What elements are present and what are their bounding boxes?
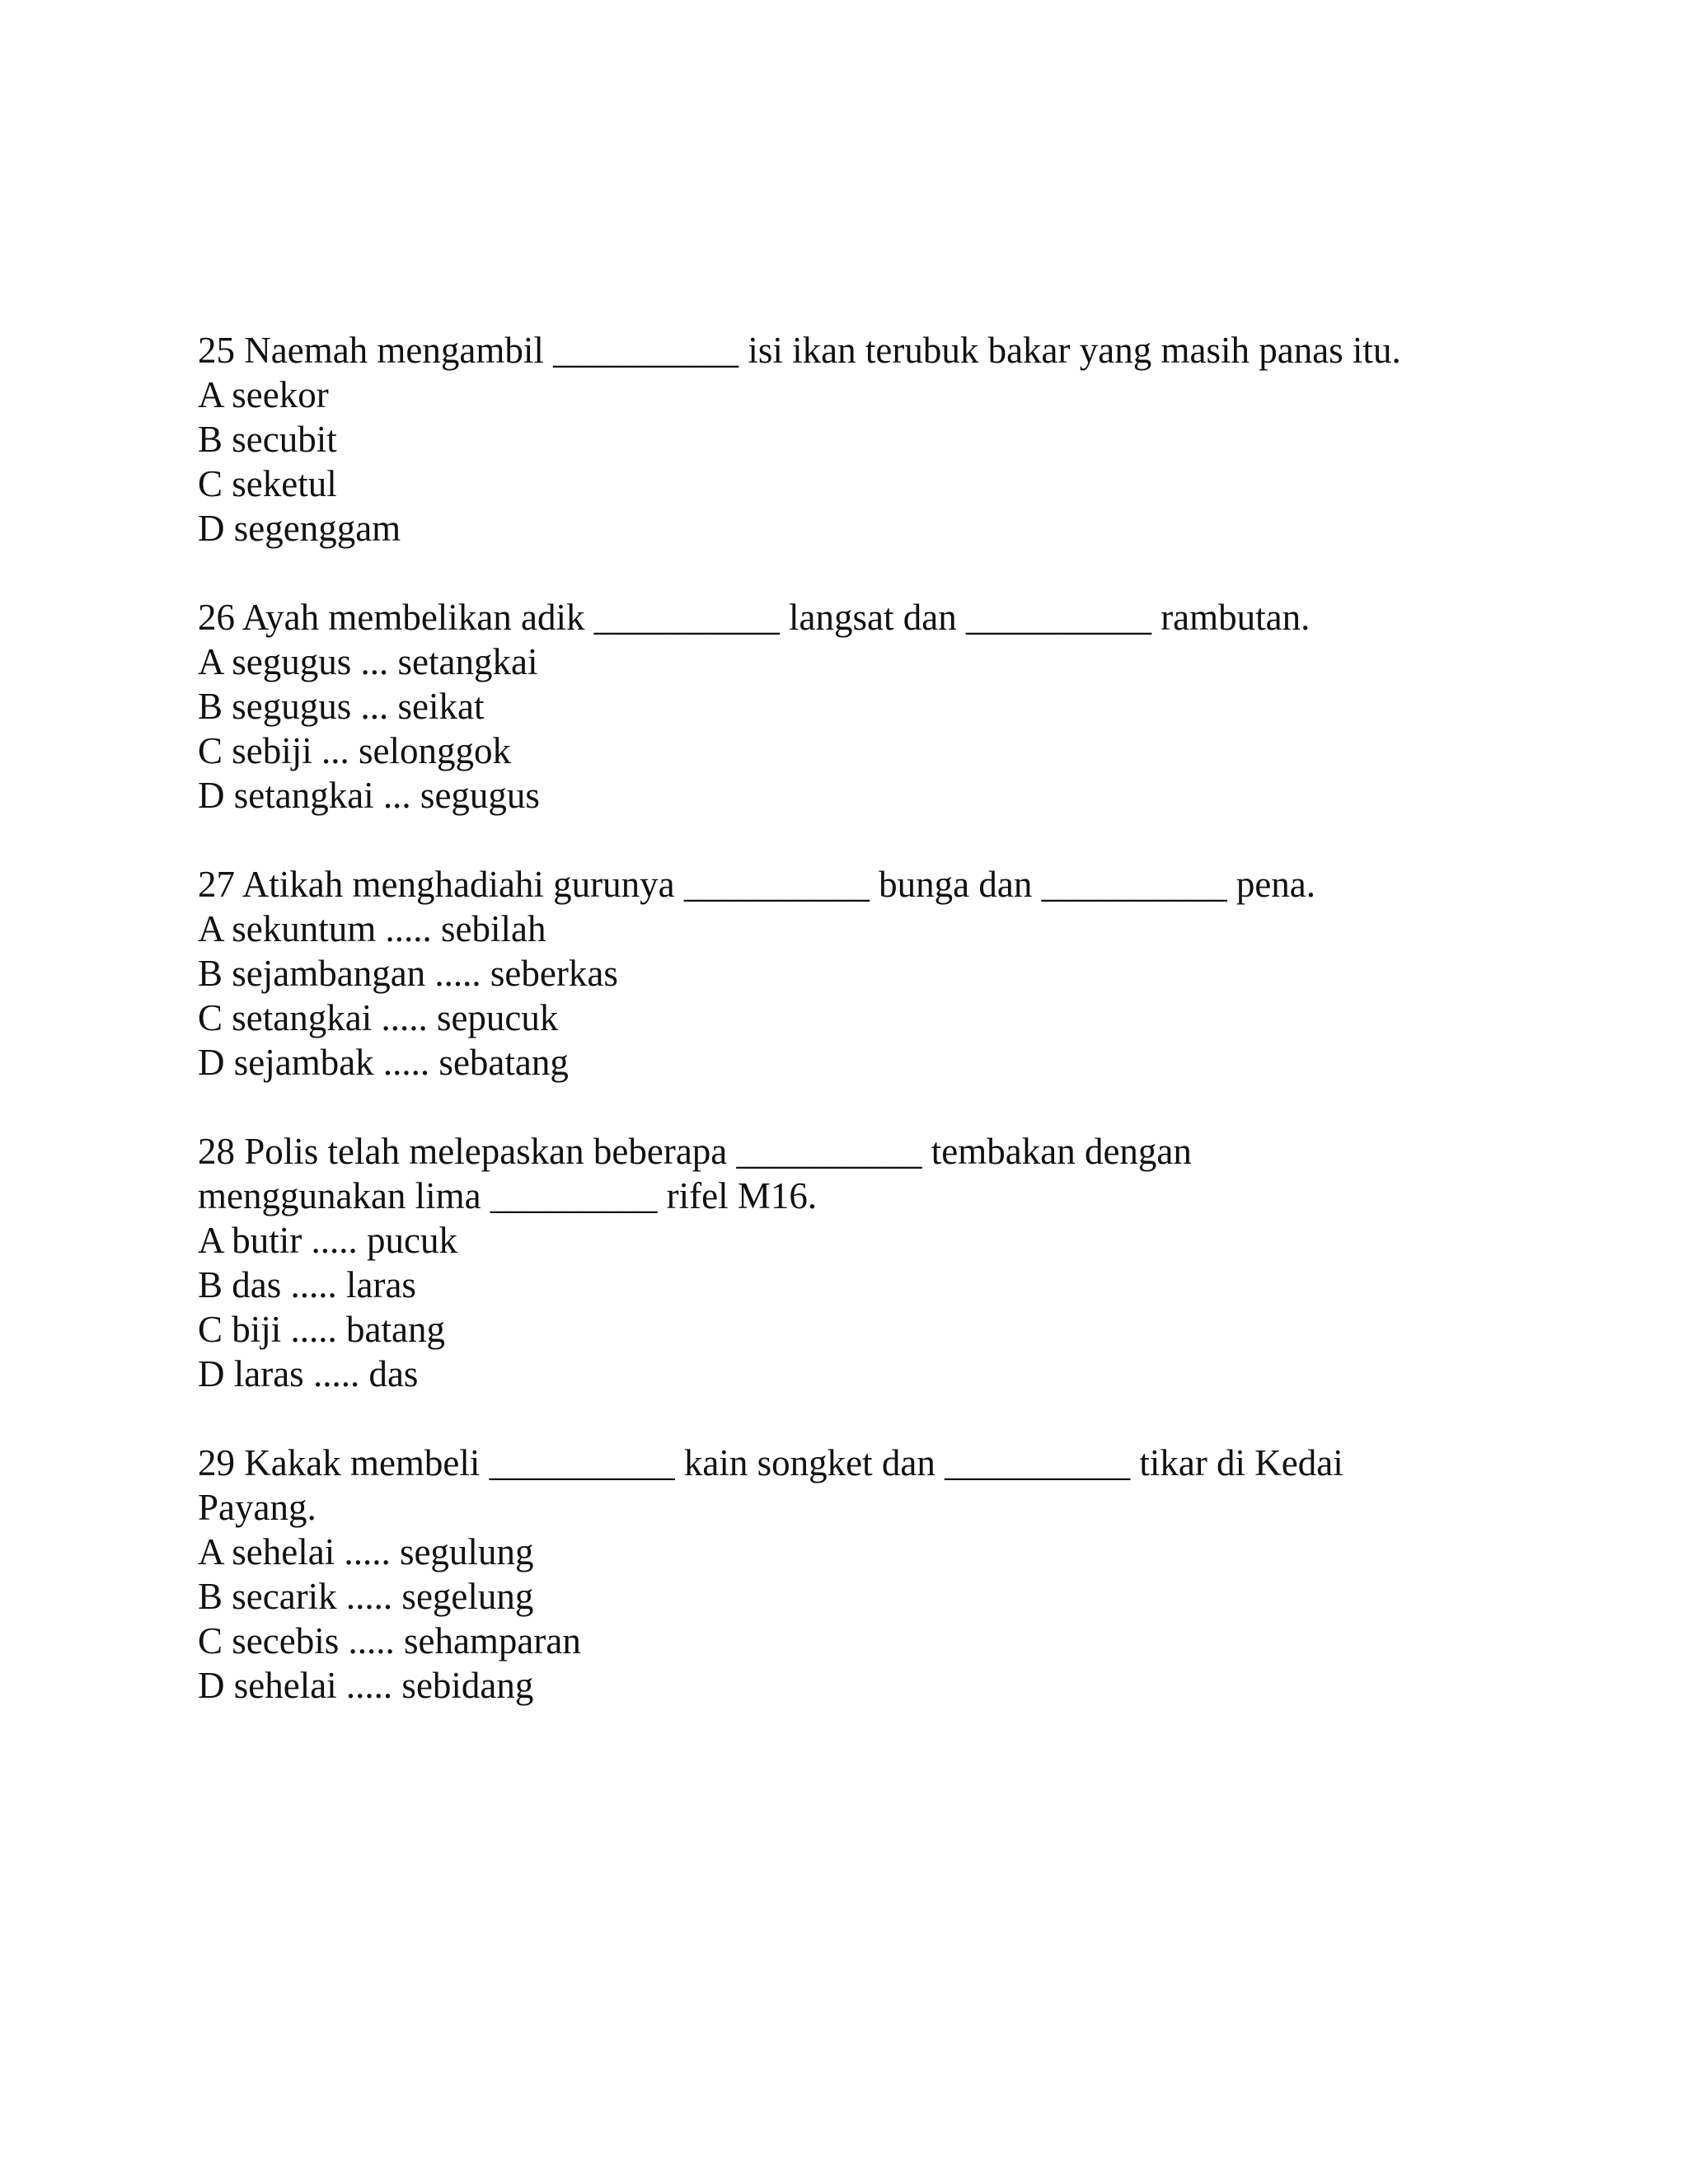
question-list [198, 328, 1533, 1752]
option-d: D sehelai ..... sebidang [198, 1665, 534, 1706]
question-text: 27 Atikah menghadiahi gurunya __________ bunga dan __________ pena. [198, 864, 1316, 905]
option-a: A segugus ... setangkai [198, 641, 538, 682]
question-25 [198, 328, 1533, 551]
option-d: D sejambak ..... sebatang [198, 1042, 569, 1083]
question-26 [198, 595, 1533, 818]
question-text-line-2: menggunakan lima _________ rifel M16. [198, 1175, 818, 1216]
option-b: B secubit [198, 419, 337, 460]
option-d: D laras ..... das [198, 1353, 419, 1394]
option-a: A sehelai ..... segulung [198, 1531, 534, 1572]
option-d: D segenggam [198, 508, 401, 549]
option-c: C seketul [198, 463, 337, 504]
option-c: C setangkai ..... sepucuk [198, 997, 559, 1038]
option-d: D setangkai ... segugus [198, 775, 540, 816]
option-a: A butir ..... pucuk [198, 1220, 457, 1261]
question-text: 25 Naemah mengambil __________ isi ikan terubuk bakar yang masih panas itu. [198, 330, 1401, 371]
question-27 [198, 862, 1533, 1085]
option-c: C secebis ..... sehamparan [198, 1620, 581, 1661]
question-text-line-1: 29 Kakak membeli __________ kain songket dan __________ tikar di Kedai [198, 1442, 1343, 1483]
option-a: A seekor [198, 374, 329, 415]
question-text: 26 Ayah membelikan adik __________ langsat dan __________ rambutan. [198, 597, 1311, 638]
question-text-line-2: Payang. [198, 1487, 316, 1528]
option-c: C sebiji ... selonggok [198, 730, 511, 771]
option-b: B sejambangan ..... seberkas [198, 953, 618, 994]
option-b: B secarik ..... segelung [198, 1576, 534, 1617]
option-a: A sekuntum ..... sebilah [198, 908, 546, 949]
question-29 [198, 1441, 1533, 1708]
option-c: C biji ..... batang [198, 1309, 445, 1350]
question-text-line-1: 28 Polis telah melepaskan beberapa __________ tembakan dengan [198, 1131, 1192, 1172]
option-b: B das ..... laras [198, 1264, 416, 1305]
option-b: B segugus ... seikat [198, 686, 485, 727]
question-28 [198, 1129, 1533, 1396]
